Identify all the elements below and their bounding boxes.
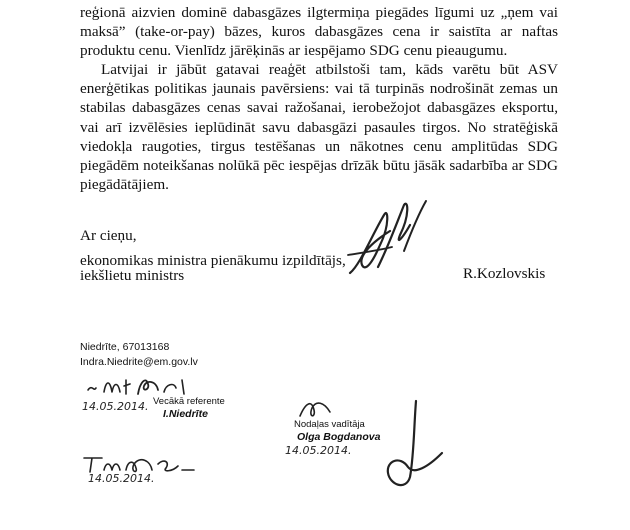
referent-date: 14.05.2014. — [82, 400, 149, 413]
head-role: Nodaļas vadītāja — [294, 419, 365, 430]
referent-name: I.Niedrīte — [163, 408, 208, 420]
body-paragraph-1: reģionā aizvien dominē dabasgāzes ilgtermiņa piegādes līgumi uz „ņem vai maksā” (take-or-pay) bāzes, kuros dabasgāzes cena ir saistīta ar naftas produktu cenu. Vienlīdz jārēķinās ar iespējamo SDG cenu pieaugumu. — [80, 4, 558, 60]
head-name: Olga Bogdanova — [297, 431, 381, 443]
referent-role: Vecākā referente — [153, 396, 225, 407]
minister-signature — [330, 195, 440, 295]
large-signature — [380, 395, 450, 495]
head-date: 14.05.2014. — [285, 444, 352, 457]
signatory-title-line-1: ekonomikas ministra pienākumu izpildītājs, — [80, 252, 346, 269]
body-paragraph-2: Latvijai ir jābūt gatavai reaģēt atbilstoši tam, kāds varētu būt ASV enerģētikas politikas jaunais pavērsiens: vai tā turpinās nodrošināt zemas un stabilas dabasgāzes cenas savai ražošanai, ierobežojot dabasgāzes eksportu, vai arī izvēlēsies ieplūdināt savu dabasgāzi pasaules tirgos. No stratēģiskā viedokļa raugoties, tirgus testēšanas un nākotnes cenu amplitūdas SDG piegādēm noteikšanas nolūkā pēc iespējas drīzāk būtu jāsāk sadarbība ar SDG piegādātājiem. — [80, 61, 558, 194]
bottom-date: 14.05.2014. — [88, 472, 155, 485]
signatory-name: R.Kozlovskis — [463, 265, 546, 282]
contact-email: Indra.Niedrite@em.gov.lv — [80, 356, 198, 368]
contact-name-phone: Niedrīte, 67013168 — [80, 341, 170, 353]
signatory-title-line-2: iekšlietu ministrs — [80, 267, 185, 284]
salutation: Ar cieņu, — [80, 227, 137, 244]
